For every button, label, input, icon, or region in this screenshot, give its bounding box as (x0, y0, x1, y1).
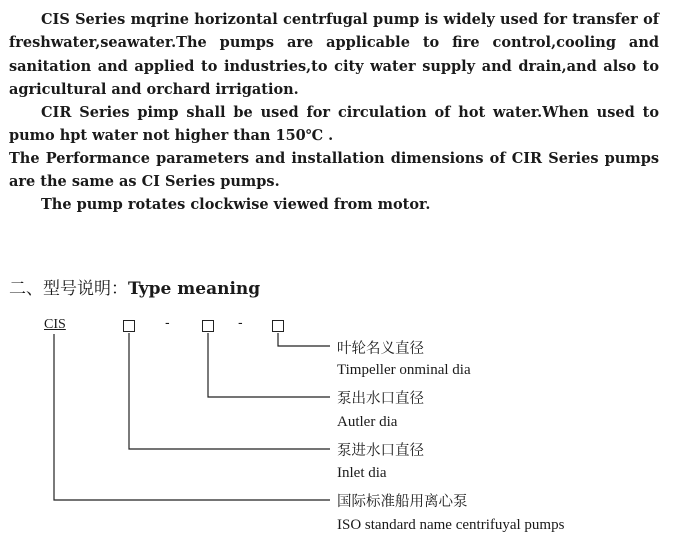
impeller-connector-line (278, 333, 330, 346)
iso-standard-label-en: ISO standard name centrifuyal pumps (337, 517, 565, 533)
inlet-connector-line (129, 333, 330, 449)
impeller-dia-label-cn: 叶轮名义直径 (337, 341, 424, 357)
section-heading-en: Type meaning (128, 279, 261, 299)
intro-paragraph-1: CIS Series mqrine horizontal centrfugal pump is widely used for transfer of freshwater,seawater.The pumps are applicable to fire control,cooling and sanitation and applied to industries,to city water supply and drain,and also to agricultural and orchard irrigation. (9, 11, 659, 99)
intro-paragraph-3: The Performance parameters and installation dimensions of CIR Series pumps are the same as CI Series pumps. (9, 150, 659, 191)
iso-standard-label-cn: 国际标准船用离心泵 (337, 494, 468, 510)
intro-paragraph-2: CIR Series pimp shall be used for circulation of hot water.When used to pumo hpt water not higher than 150℃ . (9, 104, 659, 145)
intro-paragraph-4: The pump rotates clockwise viewed from motor. (41, 196, 431, 213)
outlet-connector-line (208, 333, 330, 397)
outlet-dia-label-cn: 泵出水口直径 (337, 391, 424, 407)
impeller-dia-label-en: Timpeller onminal dia (337, 362, 471, 378)
outlet-dia-label-en: Autler dia (337, 414, 398, 430)
section-heading-cn: 二、型号说明： (9, 279, 128, 299)
separator-dash-1: - (165, 314, 170, 330)
model-code-cis: CIS (44, 317, 66, 332)
inlet-dia-label-en: Inlet dia (337, 465, 387, 481)
separator-dash-2: - (238, 314, 243, 330)
iso-connector-line (54, 334, 330, 500)
inlet-dia-label-cn: 泵进水口直径 (337, 443, 424, 459)
